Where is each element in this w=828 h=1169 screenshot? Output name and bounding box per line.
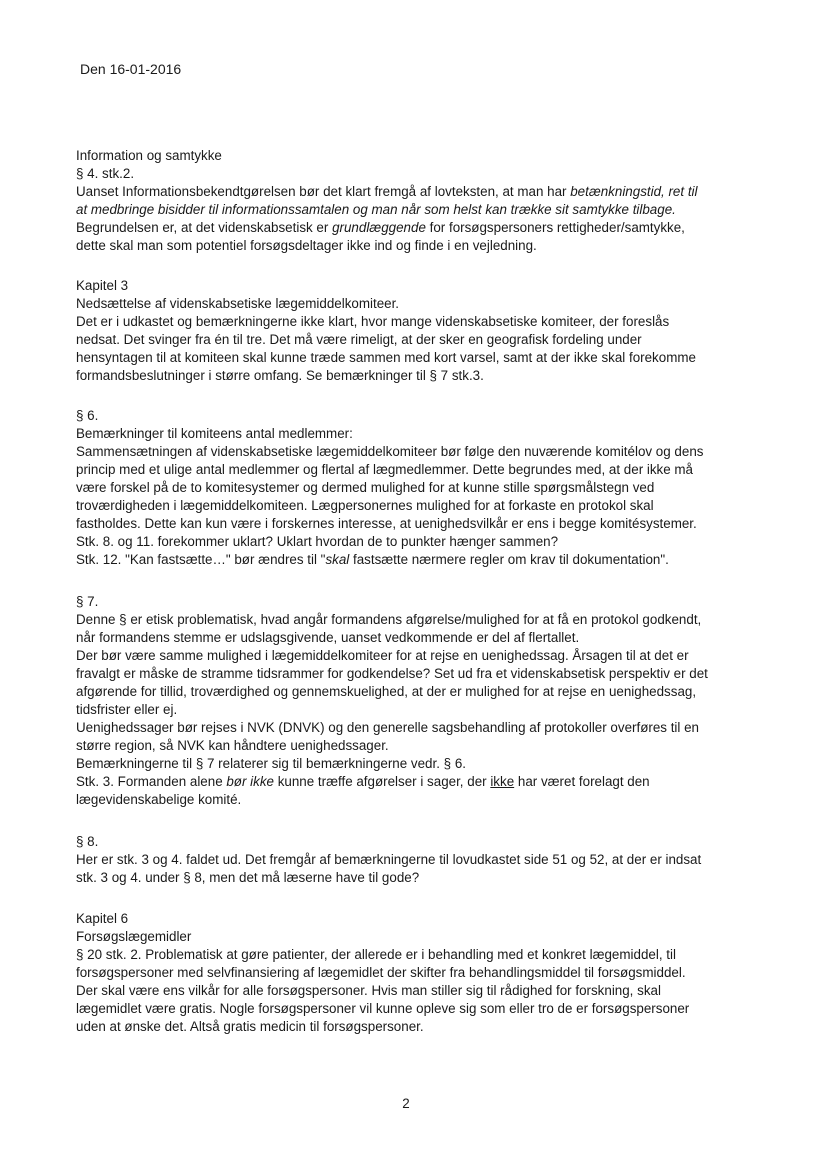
paragraph-line: Stk. 8. og 11. forekommer uklart? Uklart hvordan de to punkter hænger sammen? [76,534,559,549]
paragraph-line: Der bør være samme mulighed i lægemiddelkomiteer for at rejse en uenighedssag. Årsagen til at det er [76,648,689,663]
paragraph-line: dette skal man som potentiel forsøgsdeltager ikke ind og finde i en vejledning. [76,238,537,253]
paragraph-line: Bemærkningerne til § 7 relaterer sig til bemærkningerne vedr. § 6. [76,756,467,771]
paragraph-line: Nedsættelse af videnskabsetiske lægemiddelkomiteer. [76,296,400,311]
paragraph-line: Uanset Informationsbekendtgørelsen bør det klart fremgå af lovteksten, at man har betænkningstid, ret til [76,184,698,199]
paragraph-line: at medbringe bisidder til informationssamtalen og man når som helst kan trække sit samtykke tilbage. [76,202,676,217]
paragraph-line: Stk. 3. Formanden alene bør ikke kunne træffe afgørelser i sager, der ikke har været forelagt den [76,774,650,789]
paragraph-line: Uenighedssager bør rejses i NVK (DNVK) og den generelle sagsbehandling af protokoller overføres til en [76,720,699,735]
paragraph-line: større region, så NVK kan håndtere uenighedssager. [76,738,389,753]
section-heading-information: Information og samtykke [76,148,222,163]
paragraph-line: hensyntagen til at komiteen skal kunne træde sammen med kort varsel, samt at der ikke skal forekomme [76,350,696,365]
section-heading-kapitel-3: Kapitel 3 [76,278,129,293]
page-number: 2 [402,1096,410,1111]
paragraph-line: Sammensætningen af videnskabsetiske lægemiddelkomiteer bør følge den nuværende komitélov og dens [76,444,704,459]
paragraph-line: Bemærkninger til komiteens antal medlemmer: [76,426,353,441]
paragraph-line: Der skal være ens vilkår for alle forsøgspersoner. Hvis man stiller sig til rådighed for forskning, skal [76,983,661,998]
paragraph-line: Stk. 12. "Kan fastsætte…" bør ændres til "skal fastsætte nærmere regler om krav til dokumentation". [76,552,669,567]
paragraph-line: Forsøgslægemidler [76,929,192,944]
paragraph-line: § 20 stk. 2. Problematisk at gøre patienter, der allerede er i behandling med et konkret lægemiddel, til [76,947,676,962]
section-heading-paragraph-7: § 7. [76,594,99,609]
paragraph-line: fastholdes. Dette kan kun være i forskernes interesse, at uenighedsvilkår er ens i begge komitésystemer. [76,516,697,531]
paragraph-line: nedsat. Det svinger fra én til tre. Det må være rimeligt, at der sker en geografisk fordeling under [76,332,642,347]
paragraph-line: Denne § er etisk problematisk, hvad angår formandens afgørelse/mulighed for at få en protokol godkendt, [76,612,702,627]
paragraph-line: uden at ønske det. Altså gratis medicin til forsøgspersoner. [76,1019,424,1034]
paragraph-line: lægevidenskabelige komité. [76,792,242,807]
paragraph-line: afgørende for tillid, troværdighed og gennemskuelighed, at der er mulighed for at rejse en uenighedssag, [76,684,697,699]
section-heading-kapitel-6: Kapitel 6 [76,911,129,926]
paragraph-line: lægemidlet være gratis. Nogle forsøgspersoner vil kunne opleve sig som eller tro de er forsøgspersoner [76,1001,690,1016]
document-date: Den 16-01-2016 [80,61,182,77]
paragraph-line: Det er i udkastet og bemærkningerne ikke klart, hvor mange videnskabsetiske komiteer, der foreslås [76,314,670,329]
paragraph-line: Begrundelsen er, at det videnskabsetisk er grundlæggende for forsøgspersoners rettigheder/samtykke, [76,220,685,235]
paragraph-line: når formandens stemme er udslagsgivende, uanset vedkommende er del af flertallet. [76,630,580,645]
paragraph-line: princip med et ulige antal medlemmer og flertal af lægmedlemmer. Dette begrundes med, at der ikke må [76,462,694,477]
paragraph-line: stk. 3 og 4. under § 8, men det må læserne have til gode? [76,870,420,885]
section-heading-paragraph-6: § 6. [76,408,99,423]
paragraph-line: formandsbeslutninger i større omfang. Se bemærkninger til § 7 stk.3. [76,368,484,383]
section-heading-paragraph-8: § 8. [76,834,99,849]
paragraph-line: Her er stk. 3 og 4. faldet ud. Det fremgår af bemærkningerne til lovudkastet side 51 og 52, at der er indsat [76,852,702,867]
paragraph-line: tidsfrister eller ej. [76,702,178,717]
paragraph-line: forsøgspersoner med selvfinansiering af lægemidlet der skifter fra behandlingsmiddel til forsøgsmiddel. [76,965,686,980]
paragraph-line: troværdigheden i lægemiddelkomiteen. Lægpersonernes mulighed for at forkaste en protokol skal [76,498,654,513]
paragraph-line: være forskel på de to komitesystemer og dermed mulighed for at kunne stille spørgsmålstegn ved [76,480,655,495]
section-reference: § 4. stk.2. [76,166,135,181]
paragraph-line: fravalgt er måske de stramme tidsrammer for godkendelse? Set ud fra et videnskabsetisk perspektiv er det [76,666,708,681]
